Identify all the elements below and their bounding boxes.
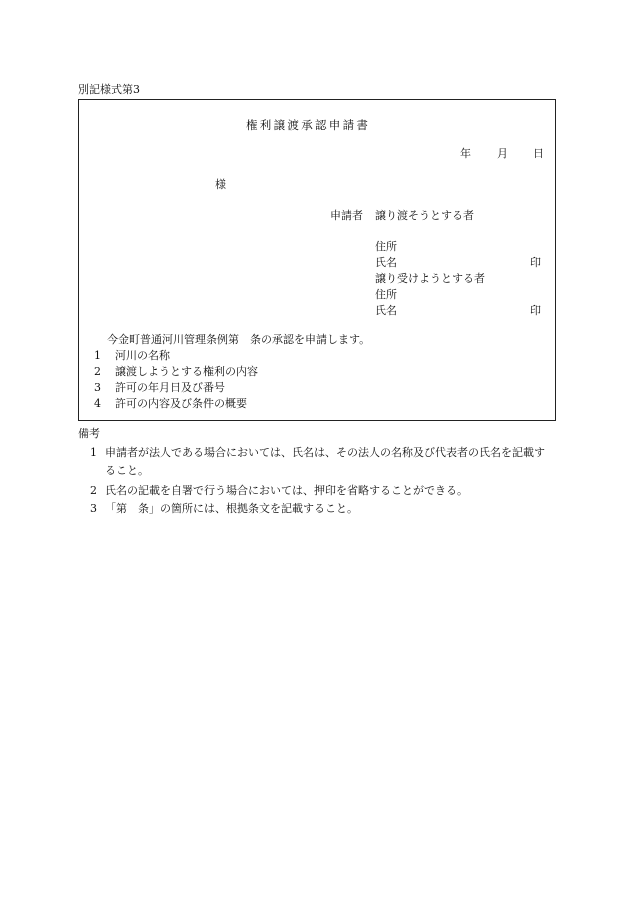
remarks-heading: 備考 — [78, 427, 100, 440]
transferor-name-label: 氏名 — [375, 256, 397, 269]
remark-note-text: 氏名の記載を自署で行う場合においては、押印を省略することができる。 — [105, 484, 468, 497]
remark-note-text: 申請者が法人である場合においては、氏名は、その法人の名称及び代表者の氏名を記載すること。 — [105, 446, 545, 477]
list-item-number: 1 — [94, 349, 101, 362]
remark-note — [90, 482, 554, 500]
transferor-seal-mark: 印 — [530, 256, 541, 269]
form-title: 権利譲渡承認申請書 — [246, 118, 371, 132]
list-item — [94, 382, 225, 393]
list-item-number: 2 — [94, 365, 101, 378]
transferor-address-label: 住所 — [375, 240, 397, 253]
remark-note-number: 2 — [90, 484, 97, 497]
list-item — [94, 366, 258, 377]
remark-note-number: 3 — [90, 502, 97, 515]
list-item-text: 許可の内容及び条件の概要 — [115, 397, 247, 410]
remark-note — [90, 500, 554, 518]
remark-note — [90, 444, 554, 480]
date-year-label: 年 — [460, 147, 471, 160]
list-item — [94, 398, 247, 409]
remark-note-number: 1 — [90, 446, 97, 459]
list-item-text: 河川の名称 — [115, 349, 170, 362]
list-item-number: 3 — [94, 381, 101, 394]
applicant-label: 申請者 — [330, 209, 363, 222]
list-item — [94, 350, 170, 361]
transferee-name-label: 氏名 — [375, 304, 397, 317]
date-day-label: 日 — [533, 147, 544, 160]
transferor-heading: 譲り渡そうとする者 — [375, 209, 474, 222]
addressee-suffix: 様 — [215, 178, 226, 191]
transferee-address-label: 住所 — [375, 288, 397, 301]
list-item-text: 許可の年月日及び番号 — [115, 381, 225, 394]
list-item-text: 譲渡しようとする権利の内容 — [115, 365, 258, 378]
form-label: 別記様式第3 — [78, 83, 140, 96]
list-item-number: 4 — [94, 397, 101, 410]
transferee-heading: 譲り受けようとする者 — [375, 272, 485, 285]
application-form — [78, 99, 556, 421]
request-sentence: 今金町普通河川管理条例第 条の承認を申請します。 — [107, 333, 371, 346]
date-month-label: 月 — [497, 147, 508, 160]
transferee-seal-mark: 印 — [530, 304, 541, 317]
remark-note-text: 「第 条」の箇所には、根拠条文を記載すること。 — [105, 502, 358, 515]
